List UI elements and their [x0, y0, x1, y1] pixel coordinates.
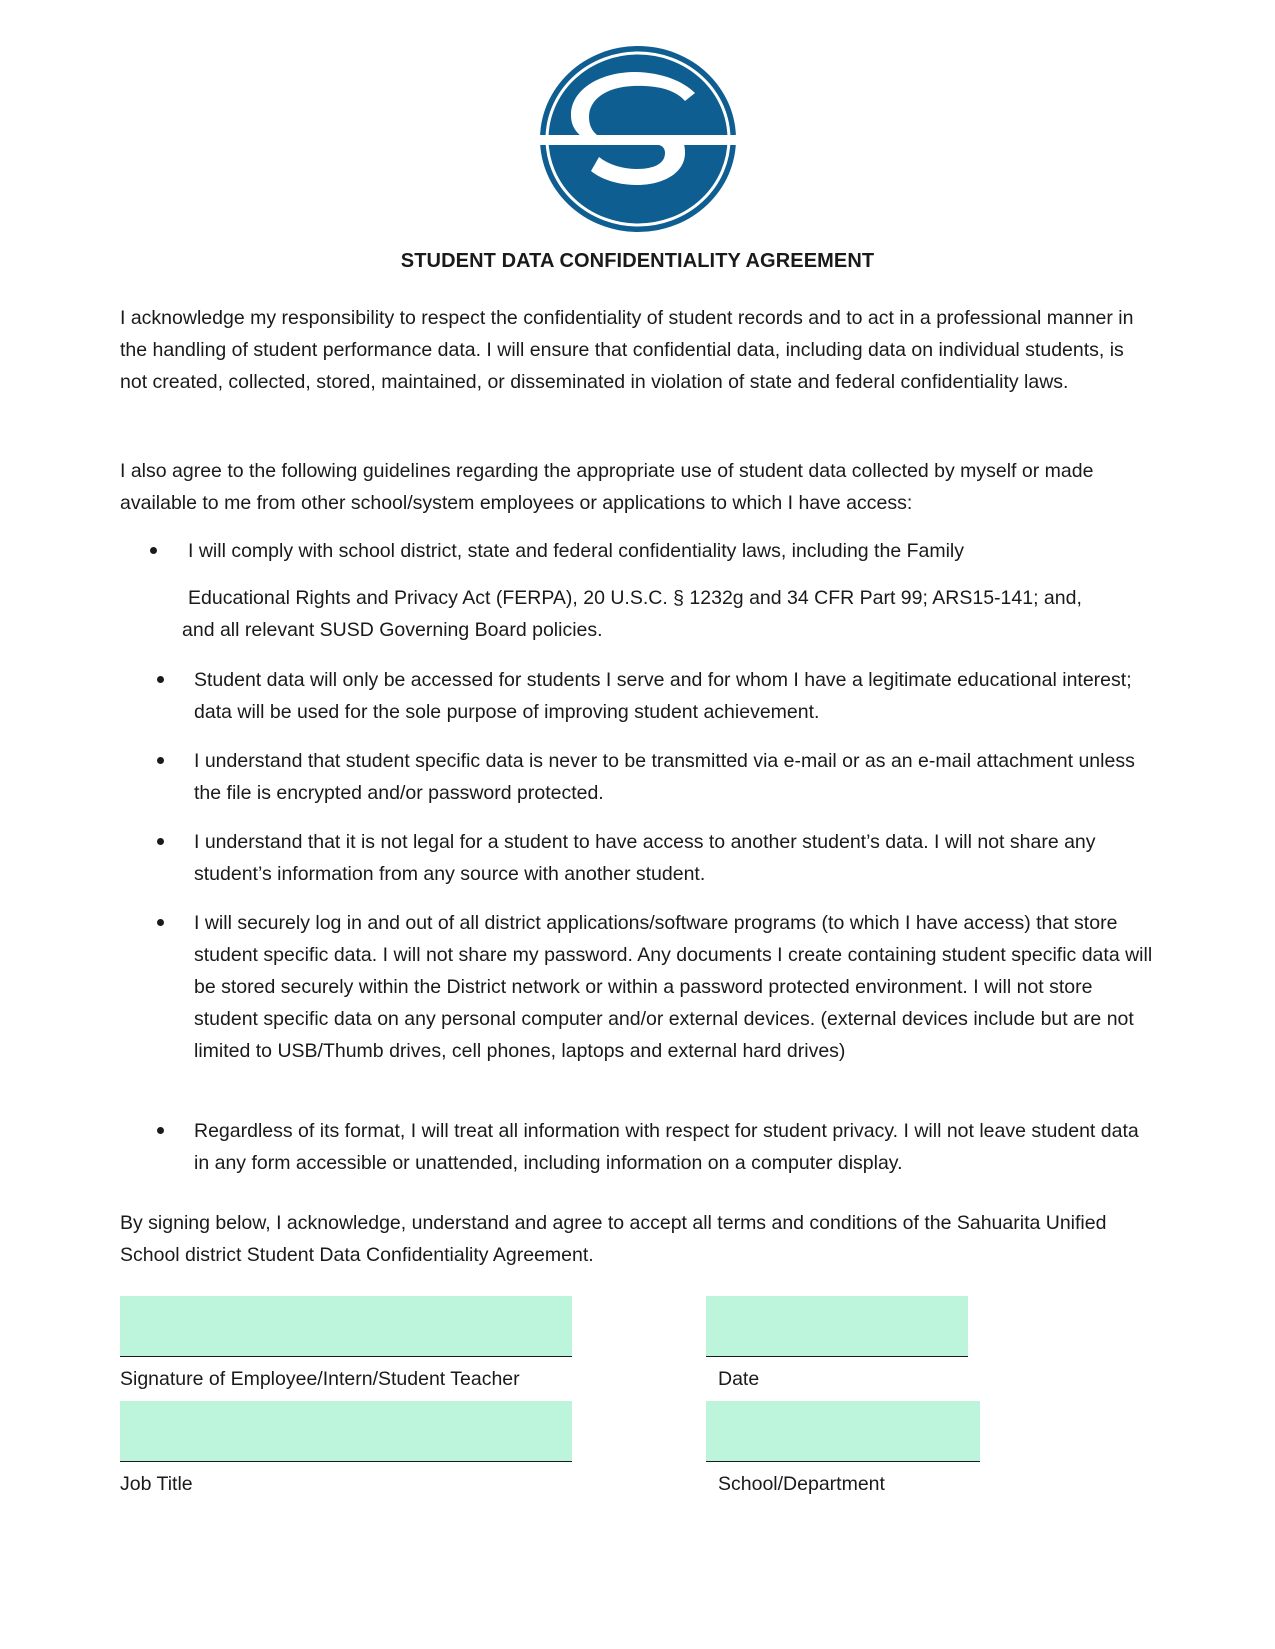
- bullet-1-line-2: Educational Rights and Privacy Act (FERPA), 20 U.S.C. § 1232g and 34 CFR Part 99; ARS15-141; and,: [188, 587, 1082, 609]
- job-title-field[interactable]: [120, 1401, 572, 1462]
- bullet-item: Regardless of its format, I will treat all information with respect for student privacy. I will not leave student data in any form accessible or unattended, including information on a computer display.: [194, 1120, 1139, 1174]
- paragraph-acknowledgement: I acknowledge my responsibility to respect the confidentiality of student records and to act in a professional manner in the handling of student performance data. I will ensure that confidential data, including data on individual students, is not created, collected, stored, maintained, or disseminated in violation of state and federal confidentiality laws.: [120, 307, 1134, 393]
- job-title-label: Job Title: [120, 1473, 193, 1495]
- bullet-icon: [157, 676, 164, 683]
- bullet-item: I understand that it is not legal for a student to have access to another student’s data. I will not share any student’s information from any source with another student.: [194, 831, 1096, 885]
- bullet-icon: [157, 919, 164, 926]
- date-field[interactable]: [706, 1296, 968, 1357]
- date-label: Date: [718, 1368, 760, 1390]
- signature-field[interactable]: [120, 1296, 572, 1357]
- bullet-1-line-1: I will comply with school district, state and federal confidentiality laws, including the Family: [188, 540, 965, 562]
- bullet-item: I understand that student specific data is never to be transmitted via e-mail or as an e-mail attachment unless the file is encrypted and/or password protected.: [194, 750, 1135, 804]
- bullet-icon: [157, 838, 164, 845]
- susd-logo: [537, 43, 739, 235]
- bullet-icon: [150, 547, 157, 554]
- paragraph-closing: By signing below, I acknowledge, understand and agree to accept all terms and conditions of the Sahuarita Unified School district Student Data Confidentiality Agreement.: [120, 1212, 1107, 1266]
- bullet-item: I will securely log in and out of all district applications/software programs (to which I have access) that store student specific data. I will not share my password. Any documents I create containing student specific data will be stored securely within the District network or within a password protected environment. I will not store student specific data on any personal computer and/or external devices. (external devices include but are not limited to USB/Thumb drives, cell phones, laptops and external hard drives): [194, 912, 1153, 1062]
- school-department-field[interactable]: [706, 1401, 980, 1462]
- bullet-item: Student data will only be accessed for students I serve and for whom I have a legitimate educational interest; data will be used for the sole purpose of improving student achievement.: [194, 669, 1132, 723]
- bullet-1-line-3: and all relevant SUSD Governing Board policies.: [182, 619, 603, 641]
- bullet-icon: [157, 1127, 164, 1134]
- school-department-label: School/Department: [718, 1473, 885, 1495]
- document-title: STUDENT DATA CONFIDENTIALITY AGREEMENT: [400, 250, 875, 272]
- bullet-icon: [157, 757, 164, 764]
- signature-label: Signature of Employee/Intern/Student Teacher: [120, 1368, 520, 1390]
- paragraph-guidelines-intro: I also agree to the following guidelines regarding the appropriate use of student data collected by myself or made available to me from other school/system employees or applications to which I have access:: [120, 460, 1094, 514]
